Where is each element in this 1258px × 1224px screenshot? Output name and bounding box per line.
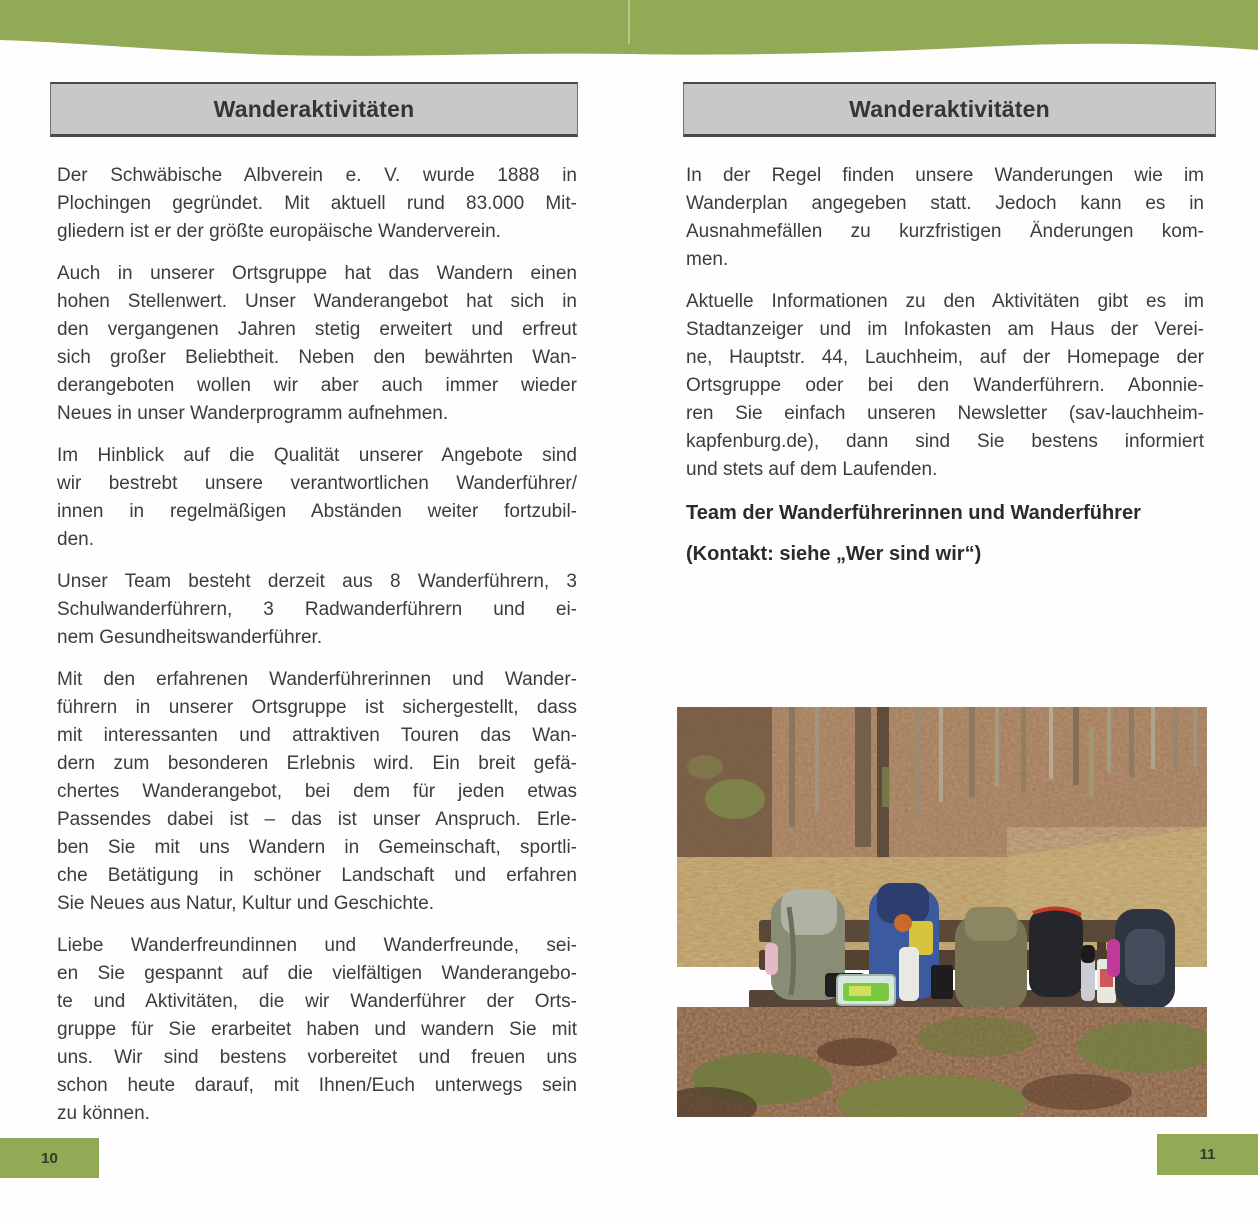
text-line: nem Gesundheitswanderführer. (57, 627, 323, 648)
paragraph (57, 568, 577, 652)
text-line: und stets auf dem Laufenden. (686, 459, 938, 480)
text-line: chertes Wanderangebot, bei dem für jeden etwas (57, 781, 577, 802)
left-page-number-band (0, 1138, 99, 1178)
text-line: In der Regel finden unsere Wanderungen wie im (686, 165, 1204, 186)
text-line: mit interessanten und attraktiven Touren das Wan- (57, 725, 577, 746)
paragraph (686, 162, 1204, 274)
text-line: Sie Neues aus Natur, Kultur und Geschichte. (57, 893, 435, 914)
text-line: che Betätigung in schöner Landschaft und erfahren (57, 865, 577, 886)
text-line: Passendes dabei ist – das ist unser Anspruch. Erle- (57, 809, 577, 830)
text-line: Schulwanderführern, 3 Radwanderführern und ei- (57, 599, 577, 620)
text-line: Unser Team besteht derzeit aus 8 Wanderführern, 3 (57, 571, 577, 592)
text-line: (Kontakt: siehe „Wer sind wir“) (686, 543, 982, 565)
left-page-title: Wanderaktivitäten (213, 95, 415, 122)
text-line: Ausnahmefällen zu kurzfristigen Änderungen kom- (686, 221, 1204, 242)
text-line: Team der Wanderführerinnen und Wanderführer (686, 502, 1141, 524)
left-page-header-box (50, 82, 578, 137)
text-line: den vergangenen Jahren stetig erweitert und erfreut (57, 319, 577, 340)
text-line: gliedern ist er der größte europäische Wanderverein. (57, 221, 501, 242)
text-line: kapfenburg.de), dann sind Sie bestens informiert (686, 431, 1204, 452)
text-line: führern in unserer Ortsgruppe ist sichergestellt, dass (57, 697, 577, 718)
right-page-text-column (686, 162, 1204, 580)
right-page-title: Wanderaktivitäten (849, 95, 1050, 122)
bold-paragraph (686, 498, 1204, 528)
photo-foreground-ground (677, 1007, 1207, 1117)
paragraph (686, 288, 1204, 484)
right-page-header-box (683, 82, 1216, 137)
text-line: gruppe für Sie erarbeitet haben und wandern Sie mit (57, 1019, 577, 1040)
text-line: Plochingen gegründet. Mit aktuell rund 83.000 Mit- (57, 193, 577, 214)
paragraph (57, 666, 577, 918)
text-line: Wanderplan angegeben statt. Jedoch kann es in (686, 193, 1204, 214)
text-line: dern zum besonderen Erlebnis wird. Ein breit gefä- (57, 753, 577, 774)
right-page-number: 11 (1199, 1146, 1216, 1163)
text-line: zu können. (57, 1103, 150, 1124)
text-line: den. (57, 529, 94, 550)
text-line: Mit den erfahrenen Wanderführerinnen und Wander- (57, 669, 577, 690)
paragraph (57, 932, 577, 1128)
paragraph (57, 162, 577, 246)
text-line: ren Sie einfach unseren Newsletter (sav-lauchheim- (686, 403, 1204, 424)
photo-lunchbox (837, 975, 895, 1005)
bold-paragraph (686, 539, 1204, 569)
text-line: men. (686, 249, 729, 270)
text-line: Stadtanzeiger und im Infokasten am Haus der Verei- (686, 319, 1204, 340)
text-line: Liebe Wanderfreundinnen und Wanderfreunde, sei- (57, 935, 577, 956)
text-line: en Sie gespannt auf die vielfältigen Wanderangebo- (57, 963, 577, 984)
text-line: derangeboten wollen wir aber auch immer wieder (57, 375, 577, 396)
text-line: Aktuelle Informationen zu den Aktivitäten gibt es im (686, 291, 1204, 312)
text-line: Im Hinblick auf die Qualität unserer Angebote sind (57, 445, 577, 466)
text-line: hohen Stellenwert. Unser Wanderangebot hat sich in (57, 291, 577, 312)
text-line: Ortsgruppe oder bei den Wanderführern. Abonnie- (686, 375, 1204, 396)
left-page-text-column (57, 162, 577, 1142)
photo (677, 707, 1207, 1117)
text-line: uns. Wir sind bestens vorbereitet und freuen uns (57, 1047, 577, 1068)
text-line: sich großer Beliebtheit. Neben den bewährten Wan- (57, 347, 577, 368)
text-line: te und Aktivitäten, die wir Wanderführer der Orts- (57, 991, 577, 1012)
text-line: ne, Hauptstr. 44, Lauchheim, auf der Homepage der (686, 347, 1204, 368)
paragraph (57, 260, 577, 428)
top-decorative-band (0, 0, 1258, 60)
text-line: wir bestrebt unsere verantwortlichen Wanderführer/ (57, 473, 577, 494)
page-gutter-line (628, 0, 630, 44)
right-page-number-band (1157, 1134, 1258, 1175)
paragraph (57, 442, 577, 554)
text-line: Neues in unser Wanderprogramm aufnehmen. (57, 403, 449, 424)
photo-illustration (677, 707, 1207, 1117)
text-line: Auch in unserer Ortsgruppe hat das Wandern einen (57, 263, 577, 284)
text-line: Der Schwäbische Albverein e. V. wurde 1888 in (57, 165, 577, 186)
left-page-number: 10 (41, 1149, 58, 1167)
text-line: schon heute darauf, mit Ihnen/Euch unterwegs sein (57, 1075, 577, 1096)
text-line: innen in regelmäßigen Abständen weiter fortzubil- (57, 501, 577, 522)
text-line: ben Sie mit uns Wandern in Gemeinschaft, sportli- (57, 837, 577, 858)
